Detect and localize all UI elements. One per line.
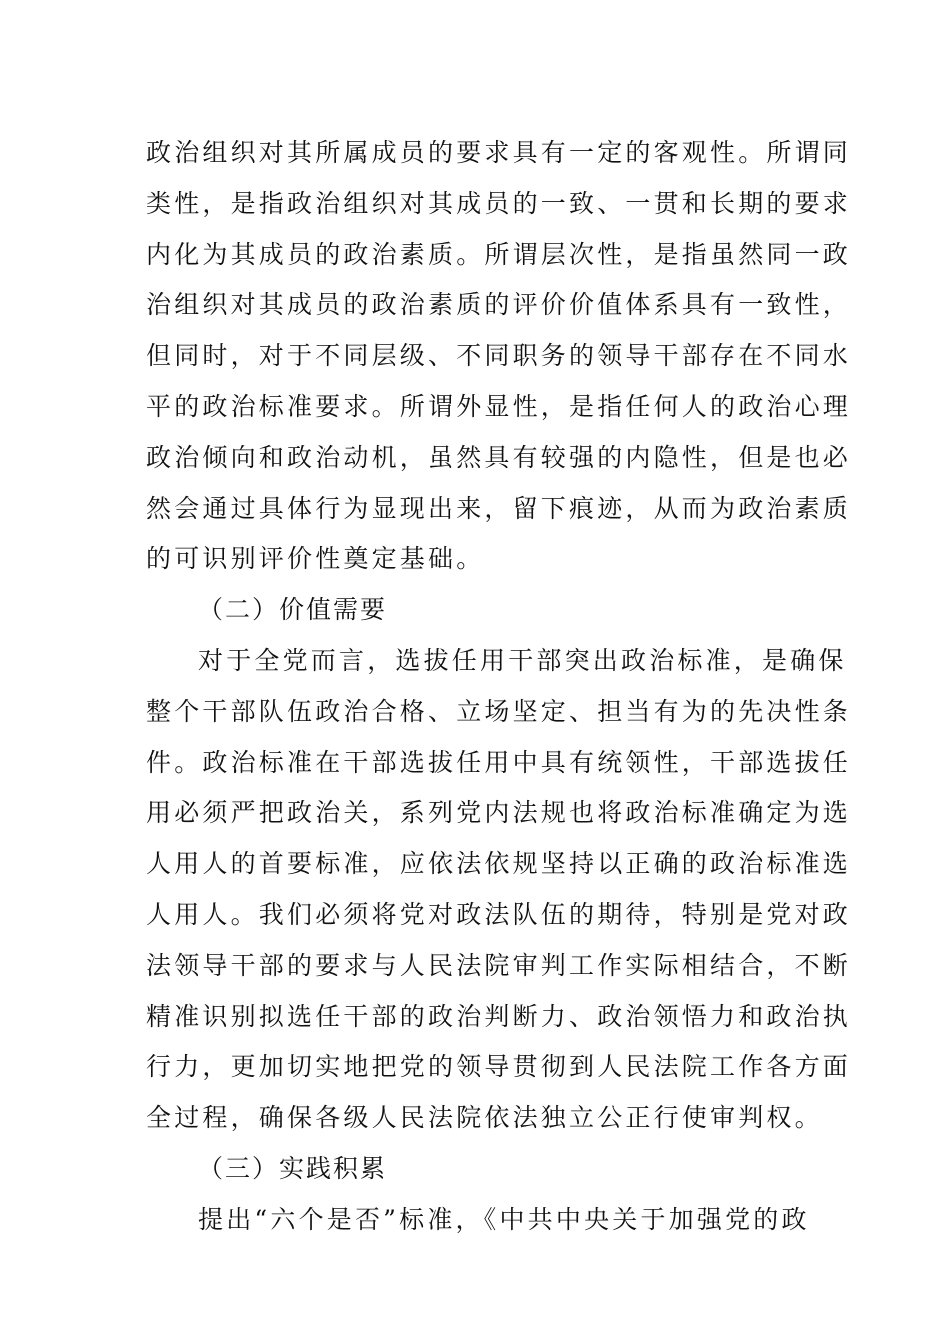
paragraph-line: 人用人。我们必须将党对政法队伍的期待，特别是党对政 [146, 899, 852, 929]
section-heading-value-needs: （二）价值需要 [198, 595, 388, 625]
paragraph-line: 用必须严把政治关，系列党内法规也将政治标准确定为选 [146, 798, 852, 828]
paragraph-line: 然会通过具体行为显现出来，留下痕迹，从而为政治素质 [146, 493, 852, 523]
paragraph-line: 提出“六个是否”标准，《中共中央关于加强党的政 [198, 1204, 810, 1234]
paragraph-line: 的可识别评价性奠定基础。 [146, 544, 485, 574]
paragraph-line: 人用人的首要标准，应依法依规坚持以正确的政治标准选 [146, 849, 852, 879]
document-body [146, 128, 852, 1246]
paragraph-line: 政治组织对其所属成员的要求具有一定的客观性。所谓同 [146, 138, 852, 167]
paragraph-line: 内化为其成员的政治素质。所谓层次性，是指虽然同一政 [146, 239, 852, 269]
paragraph-line: 治组织对其成员的政治素质的评价价值体系具有一致性， [146, 290, 852, 320]
paragraph-line: 类性，是指政治组织对其成员的一致、一贯和长期的要求 [146, 188, 852, 218]
section-heading-practice: （三）实践积累 [198, 1153, 388, 1183]
paragraph-line: 政治倾向和政治动机，虽然具有较强的内隐性，但是也必 [146, 442, 852, 472]
paragraph-line: 精准识别拟选任干部的政治判断力、政治领悟力和政治执 [146, 1001, 852, 1031]
paragraph-line: 全过程，确保各级人民法院依法独立公正行使审判权。 [146, 1103, 823, 1133]
paragraph-line: 整个干部队伍政治合格、立场坚定、担当有为的先决性条 [146, 696, 852, 726]
paragraph-line: 行力，更加切实地把党的领导贯彻到人民法院工作各方面 [146, 1052, 852, 1082]
paragraph-line: 平的政治标准要求。所谓外显性，是指任何人的政治心理 [146, 391, 852, 421]
paragraph-line: 但同时，对于不同层级、不同职务的领导干部存在不同水 [146, 341, 852, 371]
paragraph-line: 件。政治标准在干部选拔任用中具有统领性，干部选拔任 [146, 747, 852, 777]
paragraph-line: 法领导干部的要求与人民法院审判工作实际相结合，不断 [146, 950, 852, 980]
paragraph-line: 对于全党而言，选拔任用干部突出政治标准，是确保 [198, 645, 847, 675]
